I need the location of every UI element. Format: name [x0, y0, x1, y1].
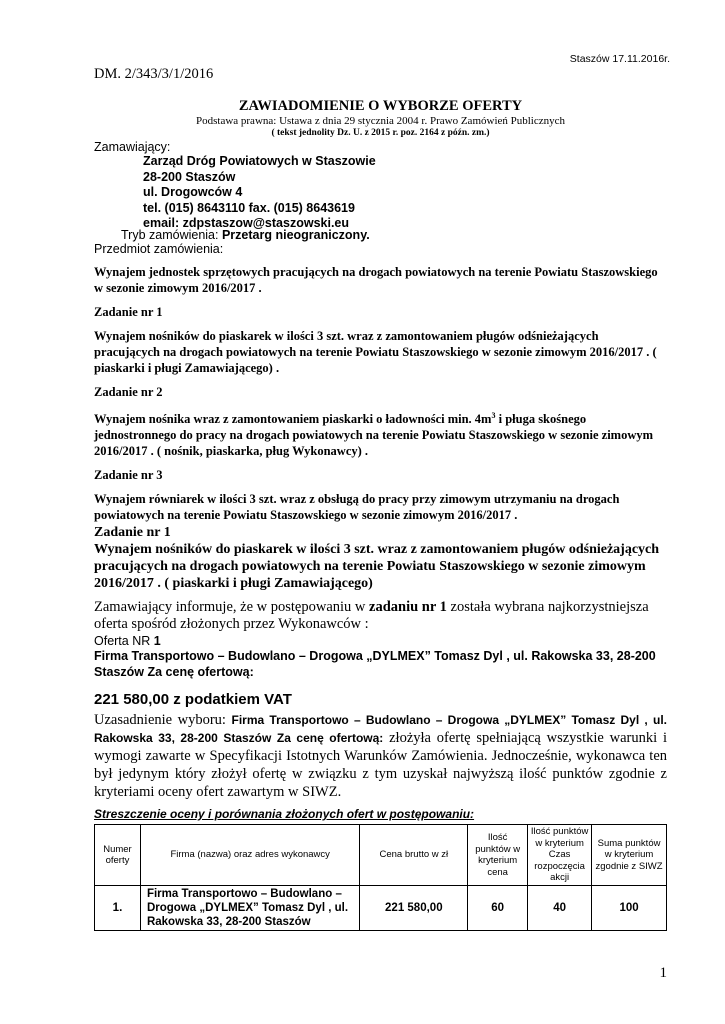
task-2-heading: Zadanie nr 2 — [94, 385, 163, 399]
contracting-street: ul. Drogowców 4 — [143, 185, 243, 199]
consolidated-text-note: ( tekst jednolity Dz. U. z 2015 r. poz. 2164 z późn. zm.) — [271, 128, 490, 138]
offer-number — [94, 634, 161, 648]
summary-heading: Streszczenie oceny i porównania złożonych ofert w postępowaniu: — [94, 807, 475, 821]
task-3-heading: Zadanie nr 3 — [94, 468, 163, 483]
offer-firm: Firma Transportowo – Budowlano – Drogowa „DYLMEX” Tomasz Dyl , ul. Rakowska 33, 28-200 Staszów Za cenę ofertową: — [94, 649, 656, 679]
selection-info-start: Zamawiający informuje, że w postępowaniu w — [94, 599, 370, 615]
selection-info-task: zadaniu nr 1 — [369, 599, 447, 615]
contracting-email: email: zdpstaszow@staszowski.eu — [143, 216, 349, 230]
selection-info — [94, 599, 667, 633]
task-2-text-start: Wynajem nośnika wraz z zamontowaniem piaskarki o ładowności min. 4m — [94, 412, 492, 427]
column-header: Numer oferty — [95, 825, 141, 886]
subject-description: Wynajem jednostek sprzętowych pracujących na drogach powiatowych na terenie Powiatu Staszowskiego w sezonie zimowym 2016/2017 . — [94, 265, 658, 295]
total-points-cell: 100 — [592, 886, 667, 931]
procurement-mode-value: Przetarg nieograniczony. — [221, 228, 370, 242]
task-2-text — [94, 408, 667, 459]
place-date: Staszów 17.11.2016r. — [569, 53, 670, 65]
subject-section — [94, 264, 667, 523]
task-3-text: Wynajem równiarek w ilości 3 szt. wraz z obsługą do pracy przy zimowym utrzymaniu na drogach powiatowych na terenie Powiatu Staszowskiego w sezonie zimowym 2016/2017 . — [94, 492, 620, 523]
winning-price: 221 580,00 z podatkiem VAT — [94, 691, 292, 708]
contracting-name: Zarząd Dróg Powiatowych w Staszowie — [143, 154, 376, 168]
time-points-cell: 40 — [528, 886, 592, 931]
price-points-cell: 60 — [468, 886, 528, 931]
column-header: Cena brutto w zł — [360, 825, 468, 886]
justification-firm: Firma Transportowo – Budowlano – Drogowa „DYLMEX” Tomasz Dyl , ul. Rakowska 33, 28-200 Staszów Za cenę ofertową: — [94, 713, 667, 745]
justification-label: Uzasadnienie wyboru: — [94, 712, 232, 728]
selection-task-text: Wynajem nośników do piaskarek w ilości 3 szt. wraz z zamontowaniem pługów odśnieżających pracujących na drogach powiatowych na terenie Powiatu Staszowskiego w sezonie zimowym 2016/2017 . ( piaskarki i pługi Zamawiającego) — [94, 542, 660, 591]
price-cell: 221 580,00 — [360, 886, 468, 931]
firm-cell: Firma Transportowo – Budowlano – Drogowa „DYLMEX” Tomasz Dyl , ul. Rakowska 33, 28-200 Staszów — [140, 886, 360, 931]
offer-number-cell: 1. — [95, 886, 141, 931]
procurement-mode — [121, 228, 370, 242]
cubic-superscript: 3 — [491, 411, 496, 420]
evaluation-table — [94, 824, 667, 931]
document-title: ZAWIADOMIENIE O WYBORZE OFERTY — [238, 98, 523, 114]
contracting-postal: 28-200 Staszów — [143, 169, 236, 184]
column-header: Suma punktów w kryterium zgodnie z SIWZ — [592, 825, 667, 886]
task-1-heading: Zadanie nr 1 — [94, 305, 163, 319]
justification — [94, 711, 667, 801]
task-2-text-end: i pługa skośnego jednostronnego do pracy na drogach powiatowych na terenie Powiatu Staszowskiego w sezonie zimowym 2016/2017 . ( nośnik, piaskarka, pług Wykonawcy) . — [94, 412, 654, 459]
table-row — [95, 886, 667, 931]
legal-basis: Podstawa prawna: Ustawa z dnia 29 stycznia 2004 r. Prawo Zamówień Publicznych — [195, 115, 566, 127]
contracting-label: Zamawiający: — [94, 140, 171, 154]
procurement-mode-label: Tryb zamówienia: — [121, 228, 222, 242]
page-number: 1 — [659, 965, 667, 981]
offer-number-label: Oferta NR — [94, 634, 154, 648]
task-1-text: Wynajem nośników do piaskarek w ilości 3 szt. wraz z zamontowaniem pługów odśnieżających pracujących na drogach powiatowych na terenie Powiatu Staszowskiego w sezonie zimowym 2016/2017 . ( piaskarki i pługi Zamawiającego) . — [94, 329, 657, 375]
justification-text: złożyła ofertę spełniającą wszystkie warunki i wymogi zawarte w Specyfikacji Istotnych Warunków Zamówienia. Jednocześnie, wykonawca ten był jedynym który złożył ofertę w związku z tym uzyskał najwyższą ilość punktów zgodnie z kryteriami oceny ofert zawartym w SIWZ. — [94, 730, 667, 800]
document-number: DM. 2/343/3/1/2016 — [94, 66, 214, 82]
selection-info-end: została wybrana najkorzystniejsza oferta spośród złożonych przez Wykonawców : — [94, 599, 649, 632]
column-header: Ilość punktów w kryterium Czas rozpoczęcia akcji — [528, 825, 592, 886]
column-header: Ilość punktów w kryterium cena — [468, 825, 528, 886]
column-header: Firma (nazwa) oraz adres wykonawcy — [140, 825, 360, 886]
table-header-row — [95, 825, 667, 886]
selection-task-heading: Zadanie nr 1 — [94, 525, 171, 540]
subject-label: Przedmiot zamówienia: — [94, 242, 224, 256]
contracting-address — [143, 154, 376, 232]
contracting-phone: tel. (015) 8643110 fax. (015) 8643619 — [143, 200, 355, 215]
offer-number-value: 1 — [153, 634, 161, 648]
